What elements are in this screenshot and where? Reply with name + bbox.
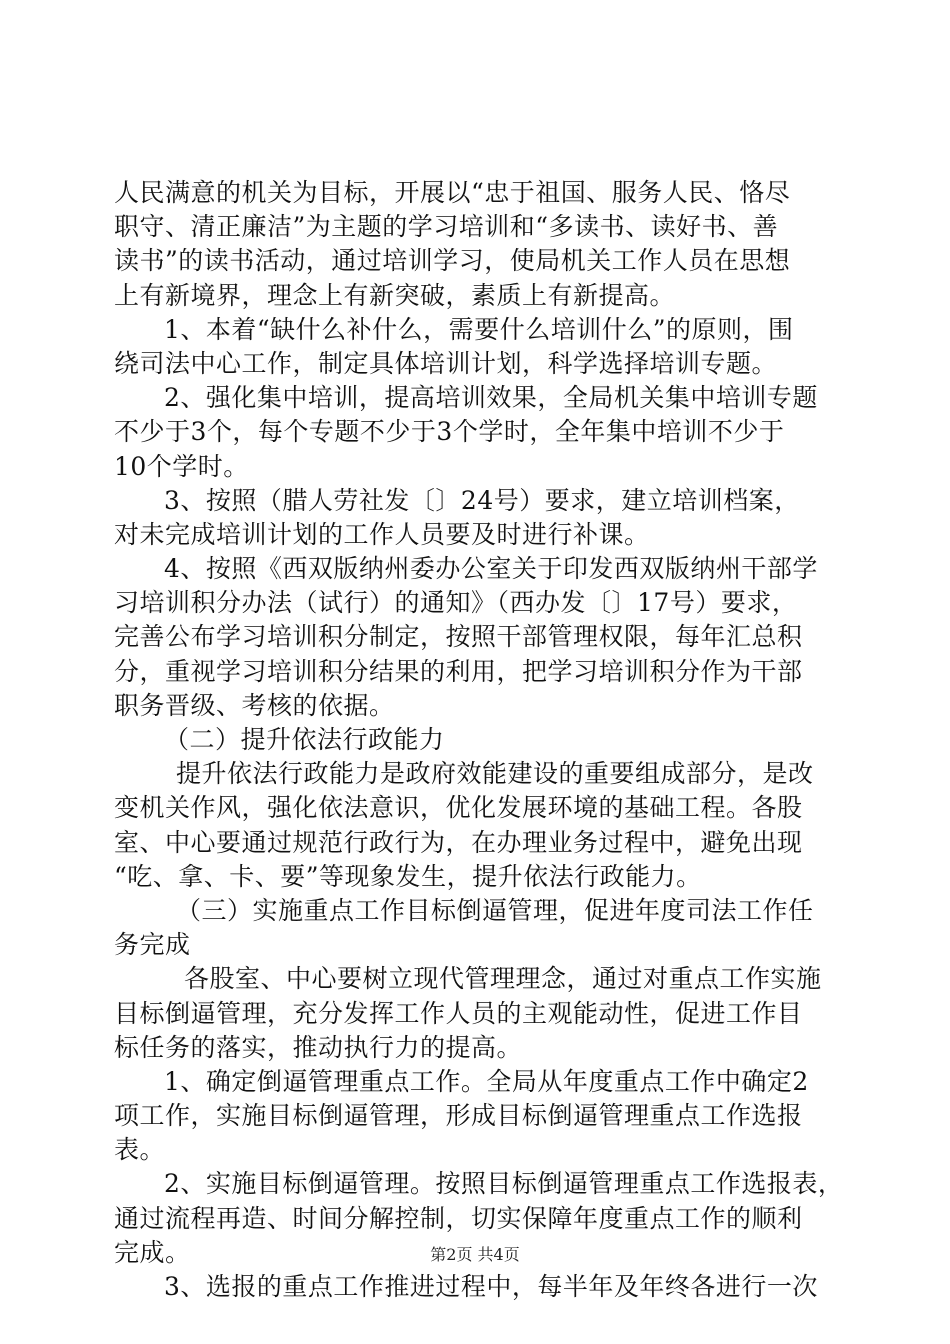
text-line: 人民满意的机关为目标，开展以“忠于祖国、服务人民、恪尽 [114, 178, 791, 207]
text-line: 对未完成培训计划的工作人员要及时进行补课。 [114, 519, 650, 549]
text-line: 2、强化集中培训，提高培训效果，全局机关集中培训专题 [164, 383, 818, 413]
text-line: 绕司法中心工作，制定具体培训计划，科学选择培训专题。 [114, 348, 778, 378]
text-line: 1、本着“缺什么补什么，需要什么培训什么”的原则，围 [164, 314, 794, 344]
text-line: “吃、拿、卡、要”等现象发生，提升依法行政能力。 [114, 861, 702, 891]
text-line: 变机关作风，强化依法意识，优化发展环境的基础工程。各股 [114, 793, 803, 823]
document-body [114, 176, 844, 1304]
text-line: 3、按照（腊人劳社发〔〕24号）要求，建立培训档案， [164, 485, 800, 515]
text-line: 1、确定倒逼管理重点工作。全局从年度重点工作中确定2 [164, 1066, 809, 1096]
text-line: 目标倒逼管理，充分发挥工作人员的主观能动性，促进工作目 [114, 998, 803, 1028]
section-heading: （三）实施重点工作目标倒逼管理，促进年度司法工作任 [176, 895, 814, 925]
text-line: 职守、清正廉洁”为主题的学习培训和“多读书、读好书、善 [114, 212, 779, 242]
text-line: 表。 [114, 1135, 166, 1165]
text-line: 各股室、中心要树立现代管理理念，通过对重点工作实施 [184, 964, 822, 994]
text-line: 标任务的落实，推动执行力的提高。 [114, 1032, 523, 1062]
text-line: 职务晋级、考核的依据。 [114, 690, 395, 720]
text-line: 习培训积分办法（试行）的通知》（西办发〔〕17号）要求， [114, 588, 798, 618]
text-line: 上有新境界，理念上有新突破，素质上有新提高。 [114, 280, 676, 310]
text-line: 读书”的读书活动，通过培训学习，使局机关工作人员在思想 [114, 246, 791, 276]
section-heading: （二）提升依法行政能力 [164, 725, 445, 754]
text-line: 不少于3个，每个专题不少于3个学时，全年集中培训不少于 [114, 417, 785, 447]
text-line: 提升依法行政能力是政府效能建设的重要组成部分，是改 [176, 759, 814, 789]
page-number-footer: 第2页 共4页 [430, 1245, 520, 1264]
text-line: 10个学时。 [114, 451, 249, 481]
text-line: 完成。 [114, 1237, 191, 1267]
text-line: 分，重视学习培训积分结果的利用，把学习培训积分作为干部 [114, 656, 803, 686]
text-line: 项工作，实施目标倒逼管理，形成目标倒逼管理重点工作选报 [114, 1101, 803, 1131]
text-line: 2、实施目标倒逼管理。按照目标倒逼管理重点工作选报表， [164, 1169, 844, 1199]
text-line: 通过流程再造、时间分解控制，切实保障年度重点工作的顺利 [114, 1203, 803, 1233]
text-line: 室、中心要通过规范行政行为，在办理业务过程中，避免出现 [114, 827, 803, 857]
section-heading-cont: 务完成 [114, 930, 191, 960]
text-line: 4、按照《西双版纳州委办公室关于印发西双版纳州干部学 [164, 554, 818, 584]
text-line: 3、选报的重点工作推进过程中，每半年及年终各进行一次 [164, 1272, 818, 1301]
text-line: 完善公布学习培训积分制定，按照干部管理权限，每年汇总积 [114, 622, 803, 652]
